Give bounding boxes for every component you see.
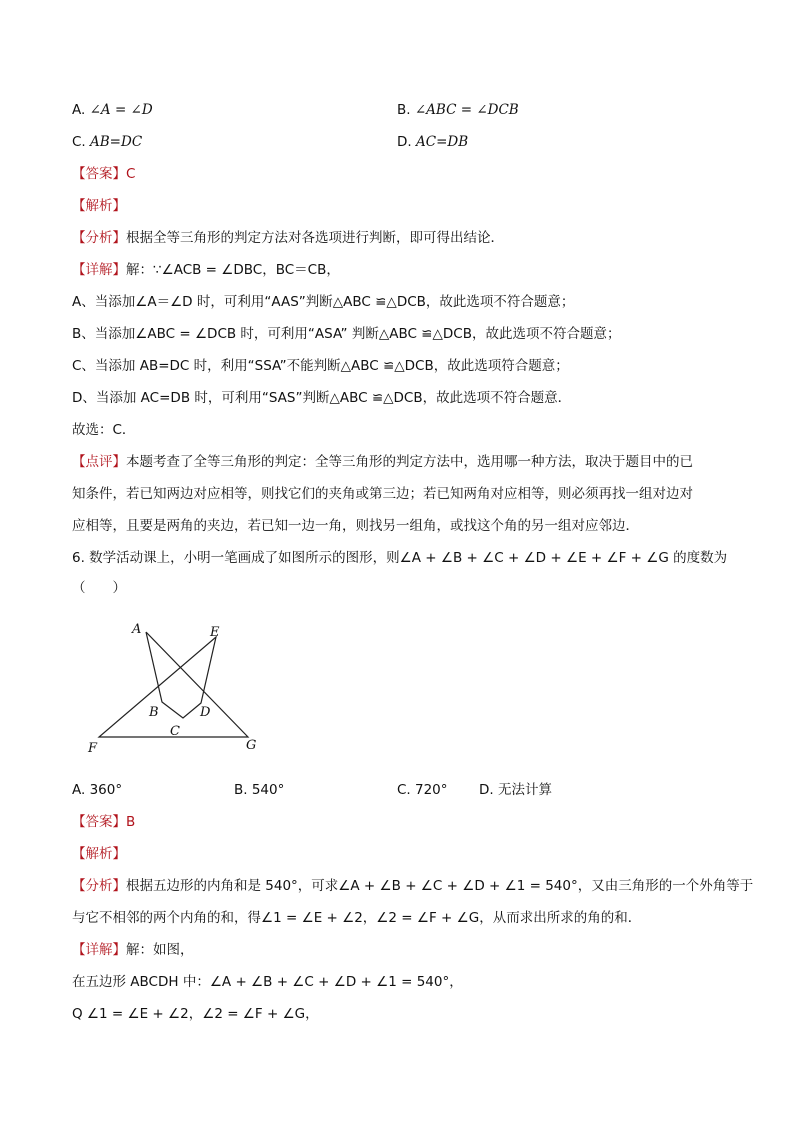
xiangjie-line: [72, 260, 340, 280]
q6-fenxi-line-1: [72, 876, 753, 896]
option-d-label: D.: [397, 134, 412, 150]
xiangjie-text: 解：∵∠ACB = ∠DBC，BC＝CB，: [126, 262, 340, 278]
q6-fenxi-tag: 【分析】: [72, 878, 126, 894]
choose-line: 故选：C．: [72, 422, 136, 438]
option-b-label: B.: [397, 102, 411, 118]
q6-xiangjie-text: 解：如图，: [126, 942, 194, 958]
fenxi-line: [72, 228, 504, 248]
solution-line-b: B、当添加∠ABC = ∠DCB 时，可利用“ASA” 判断△ABC ≌△DCB，故此选项不符合题意；: [72, 326, 621, 342]
option-b-text: ∠ABC = ∠DCB: [414, 102, 519, 118]
q6-fenxi-text-1: 根据五边形的内角和是 540°，可求∠A + ∠B + ∠C + ∠D + ∠1 = 540°，又由三角形的一个外角等于: [126, 878, 754, 894]
option-d-text: AC=DB: [415, 134, 469, 150]
option-c: [72, 132, 142, 152]
label-a: A: [132, 622, 142, 637]
q6-answer-line: [72, 812, 135, 832]
q6-figure: [72, 612, 282, 758]
solution-line-d: D、当添加 AC=DB 时，可利用“SAS”判断△ABC ≌△DCB，故此选项不符合题意．: [72, 390, 572, 406]
option-a: [72, 100, 153, 120]
dianping-line-2: 知条件，若已知两边对应相等，则找它们的夹角或第三边；若已知两角对应相等，则必须再找一组对边对: [72, 486, 693, 502]
option-c-text: AB=DC: [90, 134, 143, 150]
option-a-label: A.: [72, 102, 86, 118]
option-b: [397, 100, 519, 120]
q6-solution-line-2: Q ∠1 = ∠E + ∠2，∠2 = ∠F + ∠G，: [72, 1006, 319, 1022]
label-g: G: [246, 738, 257, 753]
label-e: E: [210, 625, 220, 640]
q6-solution-line-1: 在五边形 ABCDH 中：∠A + ∠B + ∠C + ∠D + ∠1 = 540°，: [72, 974, 463, 990]
q6-xiangjie-tag: 【详解】: [72, 942, 126, 958]
answer-tag: 【答案】: [72, 166, 126, 182]
option-d: [397, 132, 468, 152]
q6-paren: （ ）: [72, 580, 126, 596]
option-a-text: ∠A = ∠D: [89, 102, 153, 118]
q6-stem: 6. 数学活动课上，小明一笔画成了如图所示的图形，则∠A + ∠B + ∠C + ∠D + ∠E + ∠F + ∠G 的度数为: [72, 550, 728, 566]
q6-option-a: A. 360°: [72, 782, 123, 798]
xiangjie-tag: 【详解】: [72, 262, 126, 278]
dianping-line-1: [72, 452, 693, 472]
jiexi-tag: 【解析】: [72, 198, 126, 214]
solution-line-c: C、当添加 AB=DC 时，利用“SSA”不能判断△ABC ≌△DCB，故此选项符合题意；: [72, 358, 569, 374]
q6-option-c: C. 720°: [397, 782, 448, 798]
figure-polyline: [99, 632, 248, 737]
q6-jiexi-tag: 【解析】: [72, 846, 126, 862]
q6-fenxi-line-2: 与它不相邻的两个内角的和，得∠1 = ∠E + ∠2，∠2 = ∠F + ∠G，从而求出所求的角的和．: [72, 910, 642, 926]
q6-xiangjie-line: [72, 940, 194, 960]
label-f: F: [88, 741, 98, 756]
dianping-line-3: 应相等，且要是两角的夹边，若已知一边一角，则找另一组角，或找这个角的另一组对应邻边．: [72, 518, 639, 534]
answer-line: [72, 164, 135, 184]
label-b: B: [149, 705, 159, 720]
solution-line-a: A、当添加∠A＝∠D 时，可利用“AAS”判断△ABC ≌△DCB，故此选项不符合题意；: [72, 294, 575, 310]
q6-answer-value: B: [126, 814, 136, 830]
fenxi-tag: 【分析】: [72, 230, 126, 246]
label-c: C: [170, 724, 180, 739]
label-d: D: [200, 705, 211, 720]
q6-option-b: B. 540°: [234, 782, 285, 798]
q6-answer-tag: 【答案】: [72, 814, 126, 830]
q6-option-d: D. 无法计算: [479, 782, 552, 798]
fenxi-text: 根据全等三角形的判定方法对各选项进行判断，即可得出结论．: [126, 230, 504, 246]
option-c-label: C.: [72, 134, 86, 150]
dianping-text-1: 本题考查了全等三角形的判定：全等三角形的判定方法中，选用哪一种方法，取决于题目中的已: [126, 454, 693, 470]
answer-value: C: [126, 166, 136, 182]
dianping-tag: 【点评】: [72, 454, 126, 470]
